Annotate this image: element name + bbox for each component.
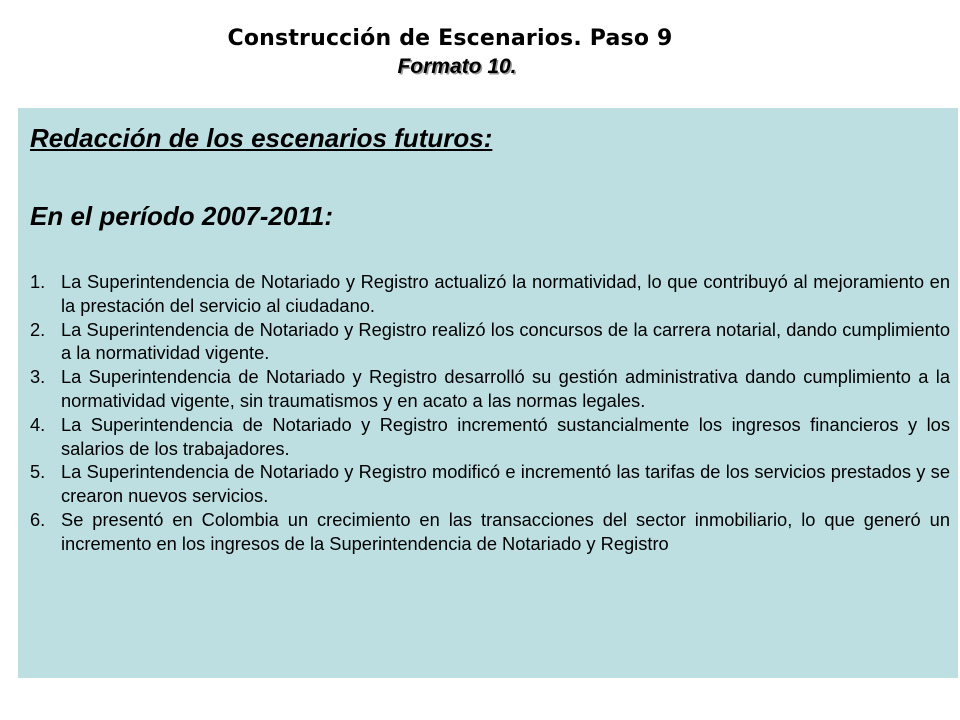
list-item-text: La Superintendencia de Notariado y Registro realizó los concursos de la carrera notarial, dando cumplimiento a la normatividad vigente. [61, 318, 950, 364]
content-panel [18, 108, 958, 678]
slide-header [0, 24, 900, 80]
list-item-number: 2. [30, 318, 46, 340]
list-item [30, 508, 950, 556]
period-heading: En el período 2007-2011: [30, 201, 333, 231]
section-heading: Redacción de los escenarios futuros: [30, 123, 493, 153]
list-item [30, 318, 950, 366]
list-item [30, 270, 950, 318]
list-item [30, 365, 950, 413]
list-item-number: 5. [30, 461, 46, 483]
scenario-list [30, 270, 950, 556]
list-item-number: 1. [30, 271, 46, 292]
list-item-number: 3. [30, 366, 46, 388]
list-item-number: 4. [30, 413, 46, 435]
list-item-text: Se presentó en Colombia un crecimiento en las transacciones del sector inmobiliario, lo que generó un incremento en los ingresos de la Superintendencia de Notariado y Registro [61, 508, 950, 554]
list-item-text: La Superintendencia de Notariado y Registro incrementó sustancialmente los ingresos financieros y los salarios de los trabajadores. [61, 413, 950, 459]
slide-subtitle: Formato 10. [397, 55, 517, 78]
list-item-text: La Superintendencia de Notariado y Registro modificó e incrementó las tarifas de los servicios prestados y se crearon nuevos servicios. [61, 461, 950, 507]
list-item-text: La Superintendencia de Notariado y Registro actualizó la normatividad, lo que contribuyó al mejoramiento en la prestación del servicio al ciudadano. [61, 271, 950, 316]
list-item-number: 6. [30, 508, 46, 530]
list-item-text: La Superintendencia de Notariado y Registro desarrolló su gestión administrativa dando cumplimiento a la normatividad vigente, sin traumatismos y en acato a las normas legales. [61, 366, 950, 411]
slide-title: Construcción de Escenarios. Paso 9 [227, 26, 673, 51]
list-item [30, 413, 950, 461]
list-item [30, 460, 950, 508]
